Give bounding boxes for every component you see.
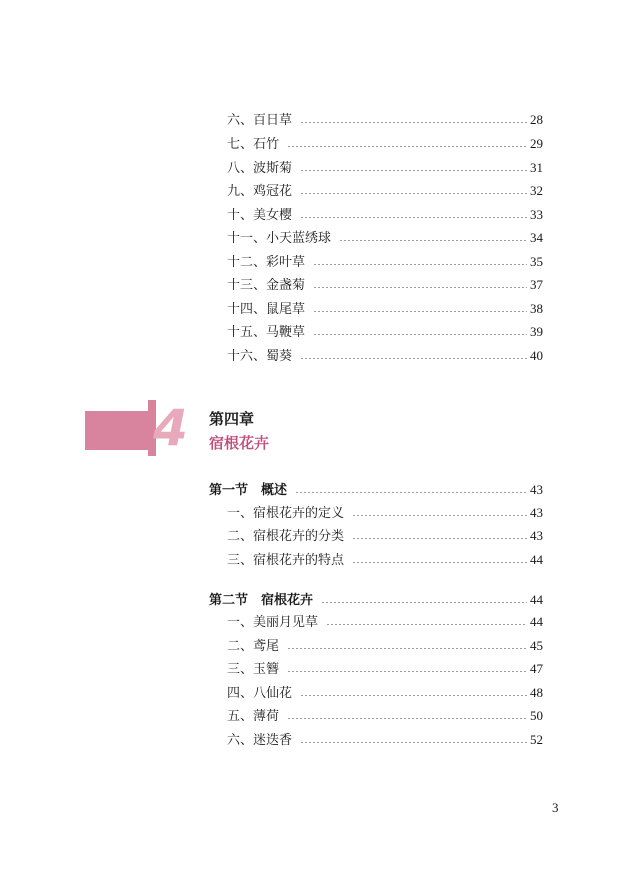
chapter-label: 第四章 [209,410,255,428]
toc-leader-dots [287,648,527,649]
toc-entry[interactable] [227,252,543,272]
toc-entry-label: 十三、金盏菊 [227,278,306,293]
toc-entry-label: 一、宿根花卉的定义 [227,506,345,521]
toc-entry[interactable] [227,503,543,523]
toc-entry-label: 三、玉簪 [227,662,280,677]
toc-entry-page: 29 [530,136,543,151]
toc-leader-dots [295,492,527,493]
toc-entry[interactable] [227,706,543,726]
toc-entry[interactable] [227,526,543,546]
toc-entry-page: 34 [530,230,543,245]
toc-entry-page: 44 [530,592,543,607]
toc-entry[interactable] [227,110,543,130]
toc-entry-page: 44 [530,614,543,629]
toc-entry[interactable] [227,205,543,225]
toc-leader-dots [300,193,527,194]
toc-leader-dots [321,602,527,603]
toc-leader-dots [313,264,527,265]
toc-leader-dots [313,287,527,288]
toc-entry-label: 十一、小天蓝绣球 [227,231,332,246]
toc-entry-page: 32 [530,183,543,198]
toc-entry[interactable] [227,228,543,248]
toc-entry-page: 43 [530,482,543,497]
toc-entry-label: 十、美女樱 [227,208,293,223]
toc-entry-label: 九、鸡冠花 [227,184,293,199]
toc-leader-dots [352,538,527,539]
toc-entry-label: 三、宿根花卉的特点 [227,553,345,568]
toc-entry-page: 39 [530,324,543,339]
toc-entry-label: 二、鸢尾 [227,639,280,654]
toc-entry[interactable] [227,275,543,295]
toc-entry-label: 八、波斯菊 [227,161,293,176]
toc-leader-dots [326,624,527,625]
toc-entry[interactable] [227,346,543,366]
toc-entry-page: 43 [530,528,543,543]
page-number: 3 [552,800,559,815]
toc-entry[interactable] [227,612,543,632]
toc-entry-label: 一、美丽月见草 [227,615,319,630]
toc-entry-label: 十五、马鞭草 [227,325,306,340]
toc-entry[interactable] [227,730,543,750]
toc-entry-page: 28 [530,112,543,127]
toc-entry[interactable] [227,659,543,679]
toc-entry[interactable] [227,322,543,342]
toc-leader-dots [300,358,527,359]
toc-entry[interactable] [227,299,543,319]
toc-leader-dots [313,334,527,335]
toc-entry-page: 37 [530,277,543,292]
toc-leader-dots [352,562,527,563]
toc-entry[interactable] [227,181,543,201]
toc-entry-page: 47 [530,661,543,676]
toc-section-heading[interactable] [209,590,543,610]
toc-entry-page: 50 [530,708,543,723]
toc-entry[interactable] [227,683,543,703]
toc-leader-dots [300,217,527,218]
toc-entry-page: 52 [530,732,543,747]
toc-leader-dots [300,122,527,123]
toc-leader-dots [300,170,527,171]
toc-entry-page: 45 [530,638,543,653]
toc-entry-label: 二、宿根花卉的分类 [227,529,345,544]
toc-section-label: 第一节 概述 [209,483,288,498]
toc-leader-dots [300,742,527,743]
toc-entry-label: 七、石竹 [227,137,280,152]
toc-leader-dots [352,515,527,516]
toc-leader-dots [287,718,527,719]
toc-entry-page: 31 [530,160,543,175]
toc-entry-page: 33 [530,207,543,222]
toc-entry-label: 十四、鼠尾草 [227,302,306,317]
toc-leader-dots [300,695,527,696]
toc-entry-page: 40 [530,348,543,363]
toc-entry-label: 六、迷迭香 [227,733,293,748]
toc-entry-page: 44 [530,552,543,567]
toc-leader-dots [287,671,527,672]
toc-entry[interactable] [227,158,543,178]
toc-entry-page: 35 [530,254,543,269]
toc-entry-label: 十六、蜀葵 [227,349,293,364]
toc-leader-dots [313,311,527,312]
toc-entry-label: 五、薄荷 [227,709,280,724]
chapter-title: 宿根花卉 [209,434,270,452]
toc-entry[interactable] [227,550,543,570]
chapter-number: 4 [148,400,193,456]
toc-entry-label: 四、八仙花 [227,686,293,701]
toc-entry-page: 38 [530,301,543,316]
toc-entry-label: 六、百日草 [227,113,293,128]
toc-entry-label: 十二、彩叶草 [227,255,306,270]
toc-entry-page: 43 [530,505,543,520]
toc-section-heading[interactable] [209,480,543,500]
toc-entry[interactable] [227,636,543,656]
toc-leader-dots [287,146,527,147]
toc-entry[interactable] [227,134,543,154]
toc-entry-page: 48 [530,685,543,700]
toc-leader-dots [339,240,527,241]
toc-section-label: 第二节 宿根花卉 [209,593,314,608]
chapter-color-band [85,411,155,450]
